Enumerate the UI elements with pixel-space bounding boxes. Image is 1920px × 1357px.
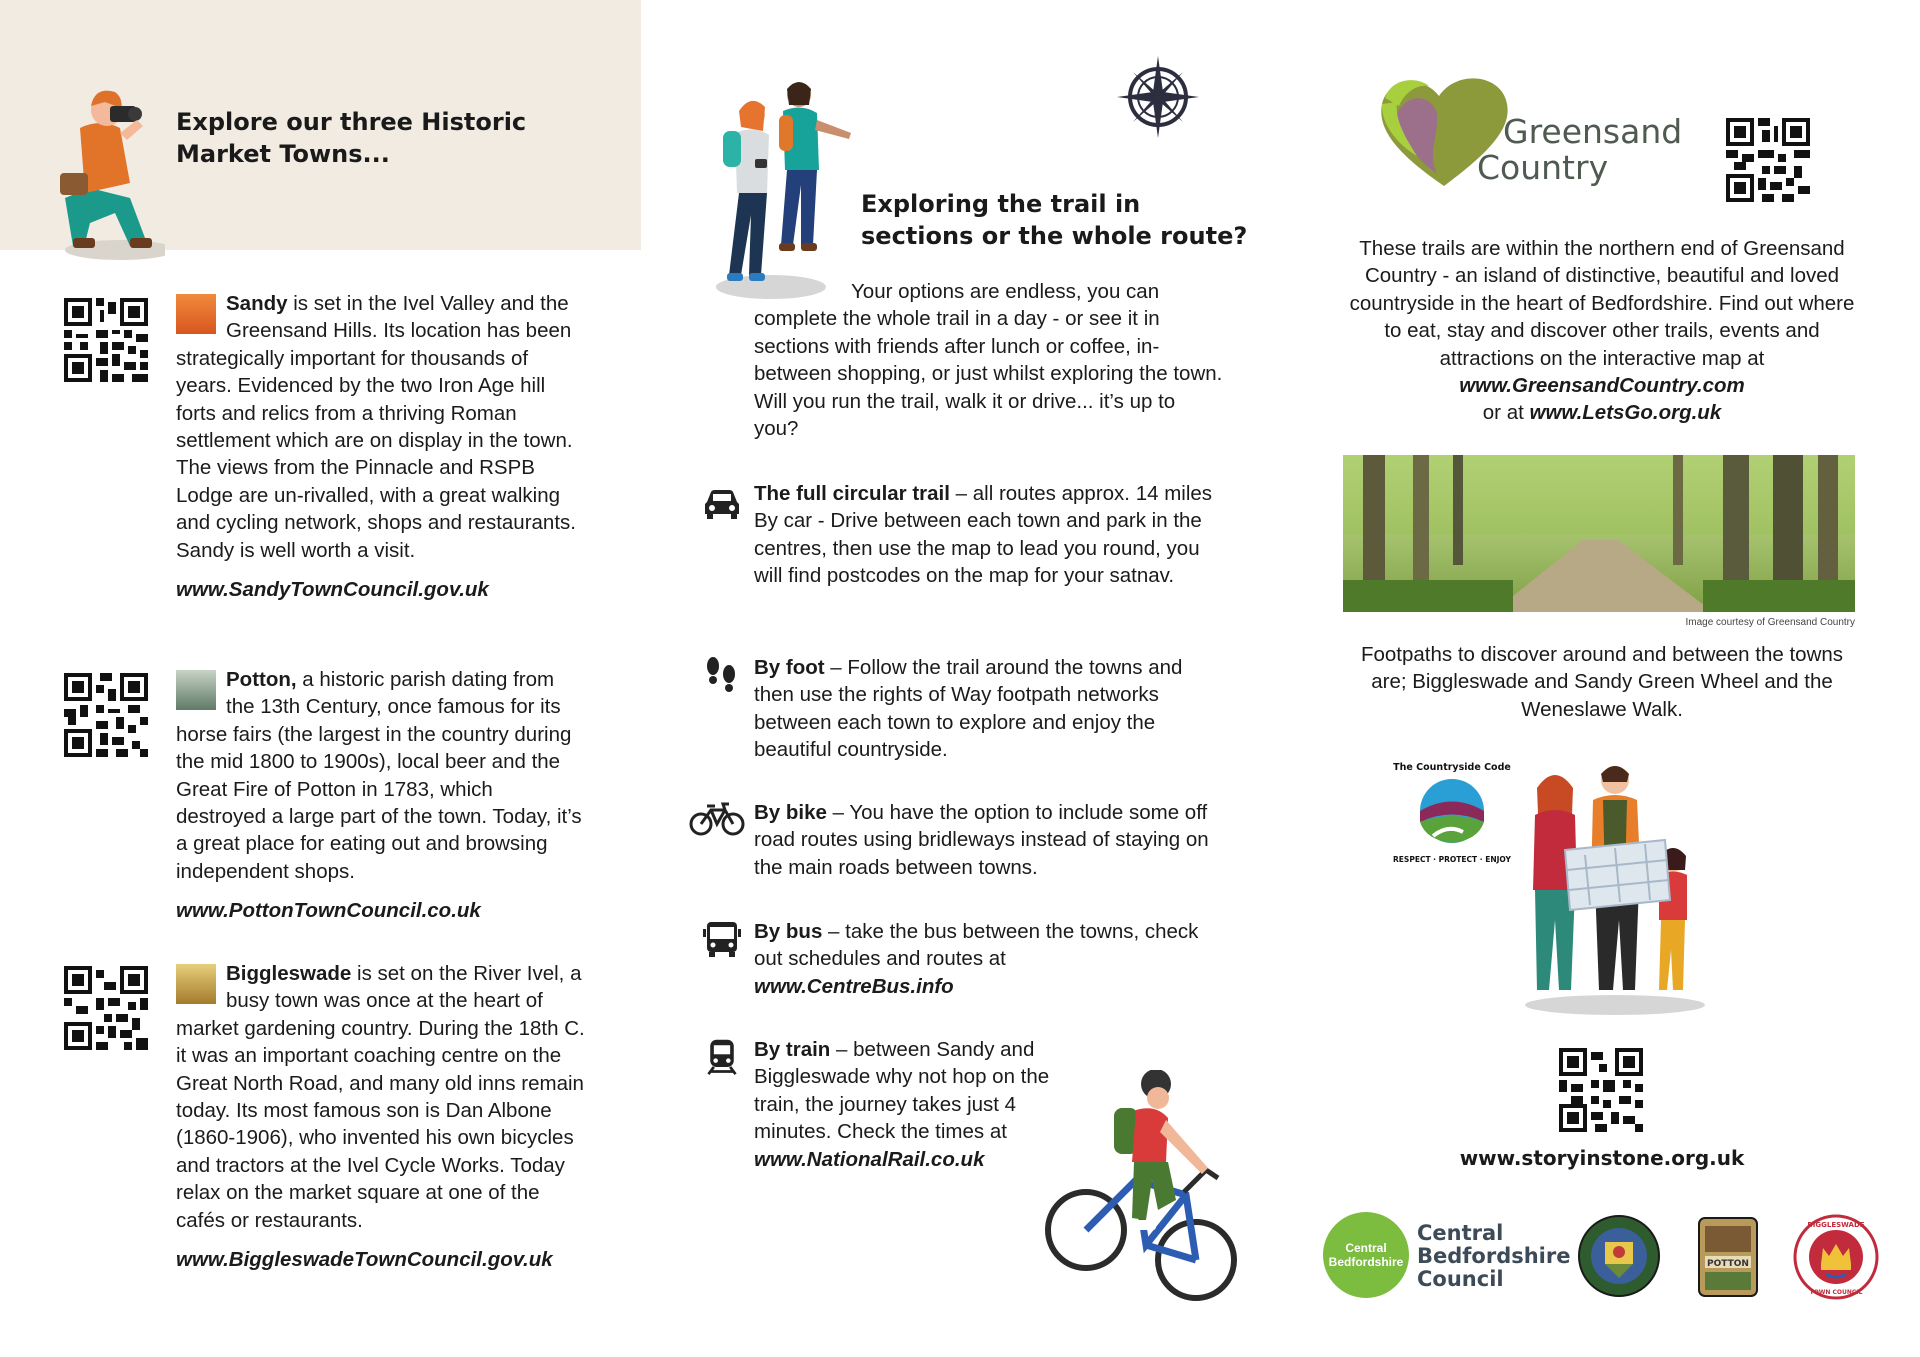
mode-text: – take the bus between the towns, check out schedules and routes at (754, 920, 1199, 971)
car-icon (701, 484, 743, 522)
mode-title: By train (754, 1038, 831, 1061)
biggleswade-town-crest (1793, 1214, 1879, 1300)
mode-text: – You have the option to include some off road routes using bridleways instead of staying on the main roads between towns. (754, 801, 1209, 879)
centrebus-link[interactable]: www.CentreBus.info (754, 974, 954, 998)
town-entry-sandy (176, 290, 586, 603)
town-text: is set in the Ivel Valley and the Greensand Hills. Its location has been strategically important for thousands of years. Evidenced by the two Iron Age hill forts and relics from a thriving Roman settlement which are on display in the town. The views from the Pinnacle and RSPB Lodge are un-rivalled, with a great walking and cycling network, shops and restaurants. Sandy is well worth a visit. (176, 292, 576, 562)
cyclist-illustration (1036, 1070, 1266, 1310)
hikers-illustration (701, 75, 861, 305)
countryside-code-top-text: The Countryside Code (1393, 762, 1511, 773)
bus-icon (701, 920, 743, 958)
potton-colour-swatch (176, 670, 216, 710)
cb-name-line1: Central (1417, 1221, 1504, 1245)
footpaths-text: Footpaths to discover around and between the towns are; Biggleswade and Sandy Green Wheel and the Weneslawe Walk. (1360, 643, 1844, 721)
greensand-qr-code[interactable] (1726, 118, 1810, 202)
biggleswade-town-council-link[interactable]: www.BiggleswadeTownCouncil.gov.uk (176, 1248, 553, 1272)
greensand-intro (1348, 235, 1856, 427)
sandy-qr-code[interactable] (64, 298, 148, 382)
town-name: Biggleswade (226, 962, 352, 985)
compass-icon (1113, 52, 1203, 142)
potton-qr-code[interactable] (64, 673, 148, 757)
footprints-icon (701, 656, 743, 694)
town-text: is set on the River Ivel, a busy town was once at the heart of market gardening country. During the 18th C. it was an important coaching centre on the Great North Road, and many old inns remain today. Its most famous son is Dan Albone (1860-1906), who invented his own bicycles and tractors at the Ivel Cycle Works. Today relax on the market square at one of the cafés or restaurants. (176, 962, 585, 1232)
photographer-illustration (35, 78, 165, 263)
biggleswade-crest-top-text: BIGGLESWADE (1807, 1221, 1865, 1229)
right-column (1281, 0, 1920, 1357)
potton-town-crest (1695, 1212, 1761, 1300)
mode-title: The full circular trail (754, 482, 950, 505)
potton-crest-text: POTTON (1707, 1259, 1749, 1269)
badge-line2: Bedfordshire (1328, 1255, 1404, 1269)
intro-text: These trails are within the northern end of Greensand Country - an island of distinctive, beautiful and loved countryside in the heart of Bedfordshire. Find out where to eat, stay and discover other trails, events and attractions on the interactive map at (1349, 237, 1855, 370)
town-description (176, 290, 586, 564)
middle-column (641, 0, 1281, 1357)
town-description (176, 666, 586, 885)
mode-bus (754, 918, 1224, 1000)
mode-text: – all routes approx. 14 miles By car - Drive between each town and park in the centres, then use the map to lead you round, you will find postcodes on the map for your satnav. (754, 482, 1213, 588)
mode-title: By bus (754, 920, 823, 943)
middle-heading: Exploring the trail in sections or the whole route? (861, 190, 1248, 250)
countryside-code-badge (1393, 752, 1511, 870)
mode-car (754, 480, 1224, 590)
nationalrail-link[interactable]: www.NationalRail.co.uk (754, 1147, 985, 1171)
biggleswade-crest-bottom-text: TOWN COUNCIL (1809, 1289, 1863, 1296)
biggleswade-colour-swatch (176, 964, 216, 1004)
woodland-path-photo (1343, 455, 1855, 612)
or-text: or at (1482, 401, 1524, 425)
logo-line2: Country (1477, 148, 1609, 187)
image-credit: Image courtesy of Greensand Country (1685, 617, 1855, 628)
sandy-town-crest (1577, 1214, 1661, 1298)
mode-train (754, 1036, 1064, 1173)
mode-foot (754, 654, 1224, 764)
central-bedfordshire-badge (1323, 1212, 1409, 1298)
left-column (0, 0, 641, 1357)
badge-line1: Central (1345, 1241, 1387, 1255)
town-entry-potton (176, 666, 586, 925)
countryside-code-bottom-text: RESPECT · PROTECT · ENJOY (1393, 855, 1511, 864)
town-name: Sandy (226, 292, 288, 315)
mode-text: – Follow the trail around the towns and then use the rights of Way footpath networks between each town to explore and enjoy the beautiful countryside. (754, 656, 1183, 762)
train-icon (701, 1038, 743, 1076)
greensand-country-link[interactable]: www.GreensandCountry.com (1459, 374, 1745, 398)
left-heading: Explore our three Historic Market Towns... (176, 108, 527, 168)
bicycle-icon (689, 800, 745, 838)
storyinstone-qr-code[interactable] (1559, 1048, 1643, 1132)
trail-intro: Your options are endless, you can complete the whole trail in a day - or see it in sections with friends after lunch or coffee, in-between shopping, or just whilst exploring the town. Will you run the trail, walk it or drive... it’s up to you? (754, 280, 1223, 441)
letsgo-link[interactable]: www.LetsGo.org.uk (1529, 401, 1722, 425)
potton-town-council-link[interactable]: www.PottonTownCouncil.co.uk (176, 899, 481, 923)
sandy-town-council-link[interactable]: www.SandyTownCouncil.gov.uk (176, 578, 489, 602)
family-map-illustration (1515, 760, 1715, 1020)
mode-text: – between Sandy and Biggleswade why not hop on the train, the journey takes just 4 minutes. Check the times at (754, 1038, 1050, 1144)
mode-title: By foot (754, 656, 825, 679)
biggleswade-qr-code[interactable] (64, 966, 148, 1050)
town-text: a historic parish dating from the 13th Century, once famous for its horse fairs (the largest in the country during the mid 1800 to 1900s), local beer and the Great Fire of Potton in 1783, which destroyed a large part of the town. Today, it’s a great place for eating out and browsing independent shops. (176, 668, 582, 883)
storyinstone-link[interactable]: www.storyinstone.org.uk (1459, 1146, 1745, 1170)
town-entry-biggleswade (176, 960, 586, 1273)
cb-name-line2: Bedfordshire (1417, 1244, 1571, 1268)
central-bedfordshire-council-wordmark (1417, 1222, 1570, 1291)
logo-line1: Greensand (1503, 112, 1683, 151)
mode-bike (754, 799, 1224, 881)
greensand-country-wordmark (1477, 114, 1682, 186)
sandy-colour-swatch (176, 294, 216, 334)
town-name: Potton, (226, 668, 297, 691)
mode-title: By bike (754, 801, 827, 824)
town-description (176, 960, 586, 1234)
cb-name-line3: Council (1417, 1267, 1504, 1291)
